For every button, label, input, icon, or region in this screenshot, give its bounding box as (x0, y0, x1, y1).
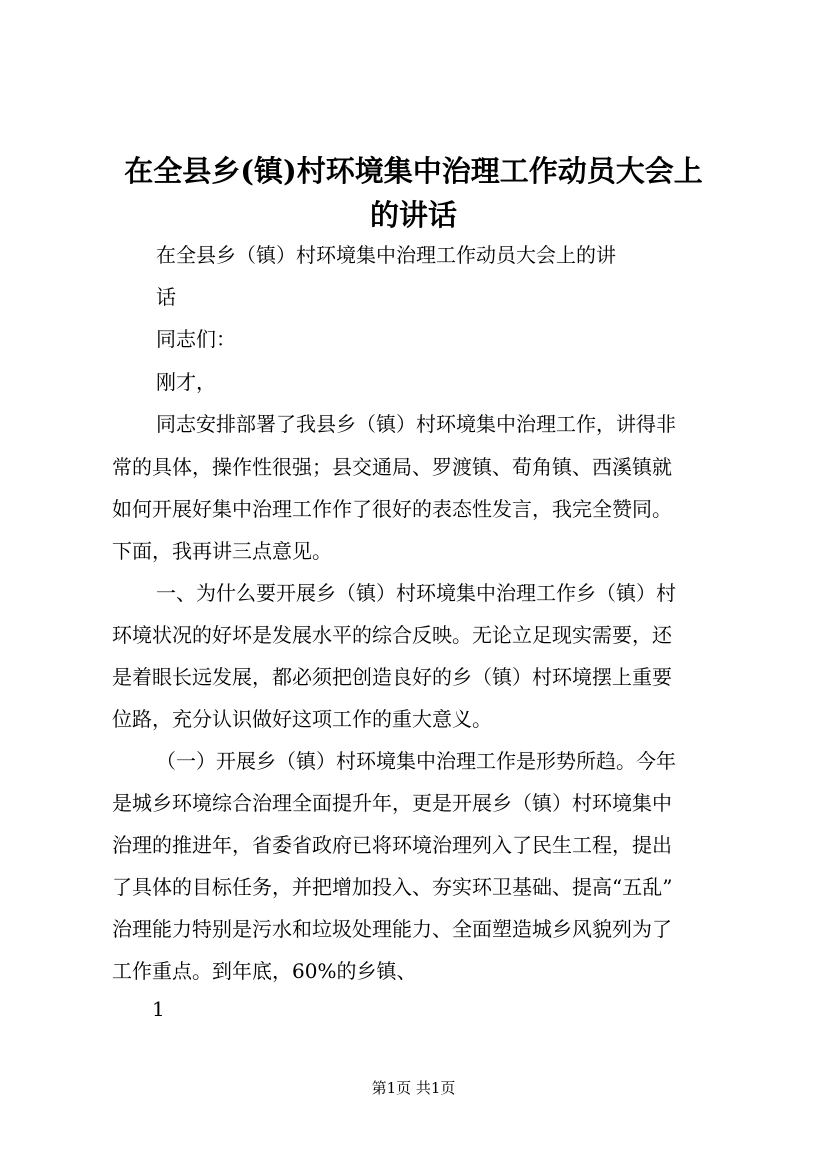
body-line: （一）开展乡（镇）村环境集中治理工作是形势所趋。今年 (156, 749, 676, 773)
body-line: 一、为什么要开展乡（镇）村环境集中治理工作乡（镇）村 (156, 581, 676, 605)
body-line: 同志安排部署了我县乡（镇）村环境集中治理工作，讲得非 (156, 412, 676, 436)
body-line: 了具体的目标任务，并把增加投入、夯实环卫基础、提高“五乱” (112, 875, 673, 899)
body-line: 同志们： (156, 327, 236, 351)
body-line: 如何开展好集中治理工作作了很好的表态性发言，我完全赞同。 (112, 497, 672, 521)
body-line: 话 (156, 285, 176, 309)
page-footer: 第1页 共1页 (371, 1079, 456, 1097)
body-line: 治理能力特别是污水和垃圾处理能力、全面塑造城乡风貌列为了 (112, 917, 672, 941)
document-title-line-1: 在全县乡(镇)村环境集中治理工作动员大会上 (124, 154, 703, 188)
body-line: 位路，充分认识做好这项工作的重大意义。 (112, 707, 492, 731)
body-line: 治理的推进年，省委省政府已将环境治理列入了民生工程，提出 (112, 833, 672, 857)
body-line: 下面，我再讲三点意见。 (112, 539, 332, 563)
body-line: 常的具体，操作性很强；县交通局、罗渡镇、荀角镇、西溪镇就 (112, 455, 672, 479)
body-line: 刚才， (156, 370, 216, 394)
body-line: 是城乡环境综合治理全面提升年，更是开展乡（镇）村环境集中 (112, 791, 672, 815)
body-line: 是着眼长远发展，都必须把创造良好的乡（镇）村环境摆上重要 (112, 665, 672, 689)
page-number: 1 (152, 997, 165, 1021)
document-title-line-2: 的讲话 (369, 198, 457, 232)
body-line: 环境状况的好坏是发展水平的综合反映。无论立足现实需要，还 (112, 623, 672, 647)
body-line: 在全县乡（镇）村环境集中治理工作动员大会上的讲 (156, 243, 616, 267)
body-line: 工作重点。到年底，60%的乡镇、 (112, 959, 417, 983)
